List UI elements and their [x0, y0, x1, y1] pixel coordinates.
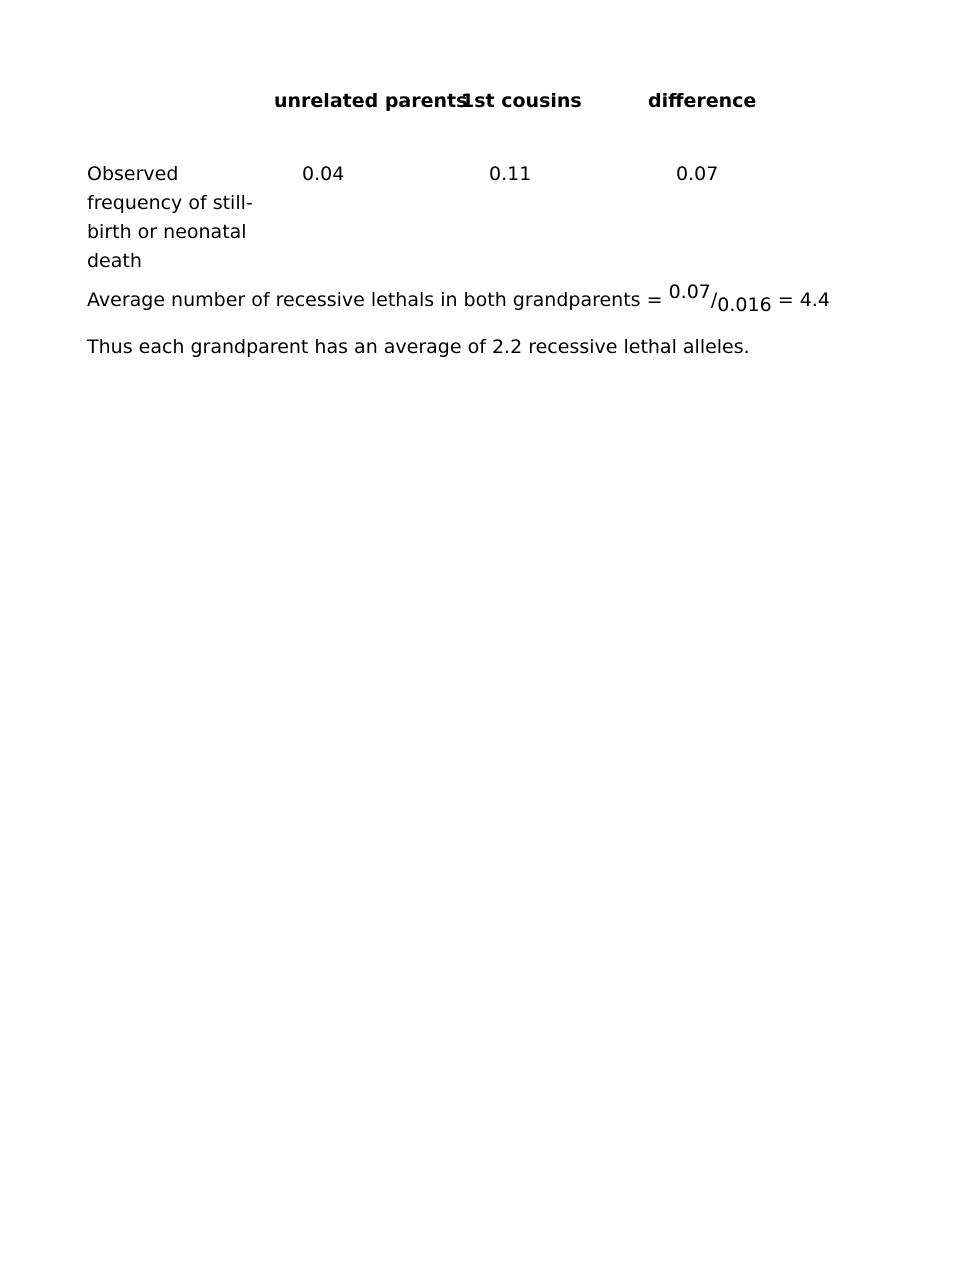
value-first-cousins: 0.11: [489, 163, 532, 185]
average-lethals-sentence: [87, 281, 830, 316]
fraction-numerator: 0.07: [668, 281, 711, 303]
header-unrelated-parents: unrelated parents: [274, 90, 468, 112]
header-first-cousins: 1st cousins: [461, 90, 582, 112]
fraction-slash: /: [710, 289, 718, 311]
header-difference: difference: [648, 90, 757, 112]
row-label-observed-frequency: [87, 160, 267, 276]
average-prefix: Average number of recessive lethals in both grandparents =: [87, 289, 669, 311]
row-label-line: Observed: [87, 163, 179, 185]
average-result: = 4.4: [771, 289, 830, 311]
row-label-line: frequency of still-: [87, 192, 253, 214]
fraction-denominator: 0.016: [717, 294, 772, 316]
conclusion-sentence: Thus each grandparent has an average of 2.2 recessive lethal alleles.: [87, 336, 750, 358]
value-difference: 0.07: [676, 163, 719, 185]
row-label-line: birth or neonatal: [87, 221, 247, 243]
value-unrelated-parents: 0.04: [302, 163, 345, 185]
row-label-line: death: [87, 250, 142, 272]
